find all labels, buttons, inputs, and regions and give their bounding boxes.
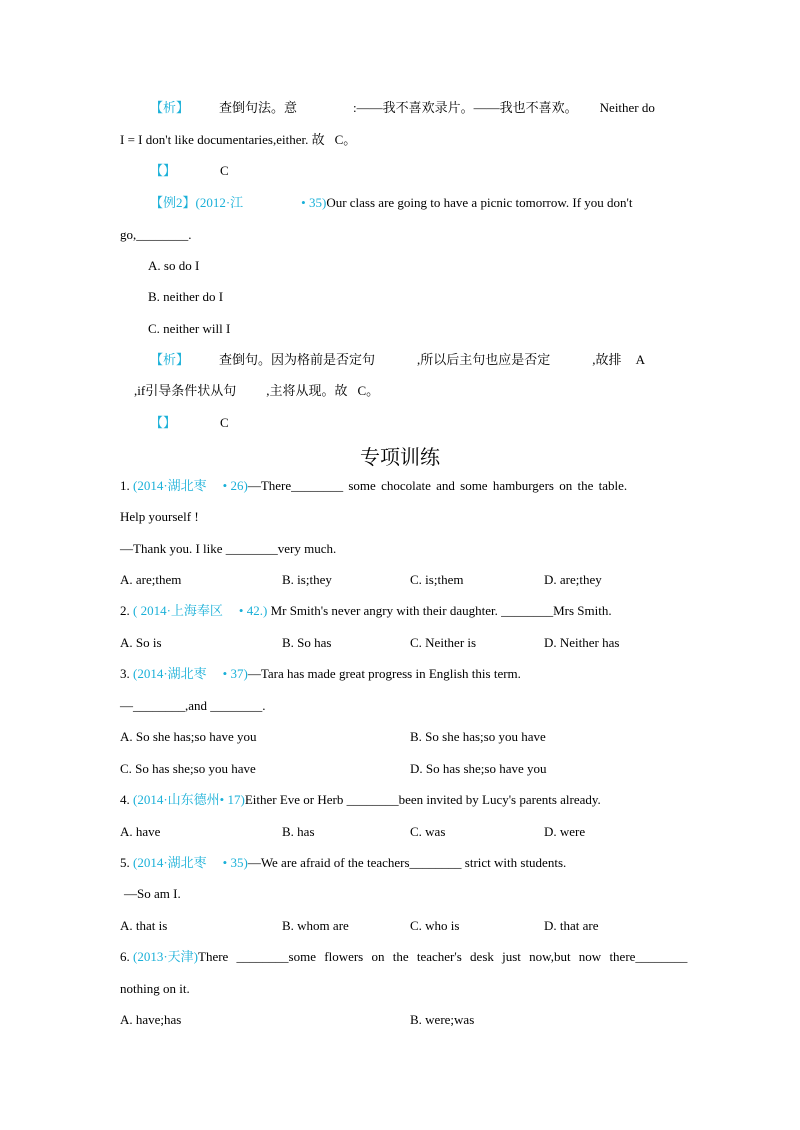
question-source-tail: • 26) <box>222 478 248 493</box>
q2-line <box>120 602 612 620</box>
question-text: Our class are going to have a picnic tomorrow. If you don't <box>326 195 633 210</box>
question-source-tail: • 17) <box>219 792 245 807</box>
option-d: D. So has she;so have you <box>410 761 547 776</box>
analysis-text: ,主将从现。故 <box>266 383 348 398</box>
example-label-tail: • 35) <box>301 195 327 210</box>
analysis-text: ,if引导条件状从句 <box>134 383 237 398</box>
question-source: ( 2014·上海奉区 <box>133 603 223 618</box>
question-text: Mr Smith's never angry with their daughter. ________Mrs Smith. <box>270 603 612 618</box>
analysis-text: A <box>635 352 645 367</box>
question-number: 6. <box>120 949 130 964</box>
option-c: C. So has she;so you have <box>120 761 256 776</box>
q1-line <box>120 477 627 495</box>
option-a: A. So she has;so have you <box>120 729 257 744</box>
option-b: B. is;they <box>282 572 332 587</box>
option-b: B. were;was <box>410 1012 475 1027</box>
option-c: C. was <box>410 824 446 839</box>
question-text-cont: Help yourself ! <box>120 509 199 524</box>
example2-question-line <box>150 194 633 212</box>
example1-analysis-line <box>150 99 655 117</box>
question-text-line2: —________,and ________. <box>120 698 266 713</box>
question-text: Either Eve or Herb ________been invited by Lucy's parents already. <box>244 792 601 807</box>
question-source: (2014·山东德州 <box>133 792 220 807</box>
option-d: D. that are <box>544 918 599 933</box>
option-a: A. that is <box>120 918 168 933</box>
option-b: B. whom are <box>282 918 349 933</box>
option-c: C. who is <box>410 918 460 933</box>
answer-value: C <box>220 415 229 430</box>
question-text-cont: nothing on it. <box>120 981 190 996</box>
analysis-text: 查倒句法。意 <box>219 100 298 115</box>
option-d: D. Neither has <box>544 635 620 650</box>
question-number: 3. <box>120 666 130 681</box>
question-number: 2. <box>120 603 130 618</box>
answer-tag: 【】 <box>150 163 177 178</box>
option-a: A. are;them <box>120 572 182 587</box>
question-source: (2014·湖北枣 <box>133 855 207 870</box>
question-text: There ________some flowers on the teacher's desk just now,but now there________ <box>198 949 688 964</box>
example-label: 【例2】(2012·江 <box>150 195 244 210</box>
example1-analysis-cont <box>120 131 356 149</box>
question-source: (2013·天津) <box>133 949 198 964</box>
option-a: A. So is <box>120 635 162 650</box>
option-c: C. Neither is <box>410 635 477 650</box>
question-text: —There________ some chocolate and some hamburgers on the table. <box>247 478 628 493</box>
question-source: (2014·湖北枣 <box>133 478 207 493</box>
question-source-tail: • 42.) <box>238 603 268 618</box>
option-b: B. So she has;so you have <box>410 729 546 744</box>
question-source: (2014·湖北枣 <box>133 666 207 681</box>
analysis-tag: 【析】 <box>150 100 190 115</box>
analysis-text: ,所以后主句也应是否定 <box>417 352 551 367</box>
question-text-line2: —So am I. <box>124 886 181 901</box>
example2-answer-line <box>150 414 229 432</box>
question-number: 4. <box>120 792 130 807</box>
analysis-text: I = I don't like documentaries,either. 故 <box>120 132 325 147</box>
analysis-text: C。 <box>357 383 380 398</box>
q3-line <box>120 665 521 683</box>
question-text: —We are afraid of the teachers________ strict with students. <box>247 855 567 870</box>
question-text: —Tara has made great progress in English this term. <box>247 666 521 681</box>
option-a: A. have <box>120 824 161 839</box>
option-c: C. is;them <box>410 572 464 587</box>
answer-value: C <box>220 163 229 178</box>
analysis-tag: 【析】 <box>150 352 190 367</box>
q6-line <box>120 948 687 966</box>
question-number: 5. <box>120 855 130 870</box>
question-source-tail: • 35) <box>222 855 248 870</box>
option-b: B. So has <box>282 635 332 650</box>
option-d: D. are;they <box>544 572 602 587</box>
analysis-text: :——我不喜欢录片。——我也不喜欢。 <box>353 100 578 115</box>
q4-line <box>120 791 601 809</box>
option-b: B. neither do I <box>148 289 224 304</box>
option-c: C. neither will I <box>148 321 231 336</box>
analysis-text: C。 <box>334 132 357 147</box>
q5-line <box>120 854 566 872</box>
question-text-line2: —Thank you. I like ________very much. <box>120 541 337 556</box>
analysis-text: ,故排 <box>592 352 622 367</box>
example2-analysis-cont <box>134 382 379 400</box>
analysis-text: Neither do <box>599 100 655 115</box>
example1-answer-line <box>150 162 229 180</box>
analysis-text: 查倒句。因为格前是否定句 <box>219 352 376 367</box>
question-source-tail: • 37) <box>222 666 248 681</box>
option-a: A. so do I <box>148 258 200 273</box>
question-text-cont: go,________. <box>120 227 192 242</box>
section-title: 专项训练 <box>360 445 440 469</box>
answer-tag: 【】 <box>150 415 177 430</box>
option-d: D. were <box>544 824 586 839</box>
option-b: B. has <box>282 824 315 839</box>
example2-analysis-line <box>150 351 645 369</box>
question-number: 1. <box>120 478 130 493</box>
option-a: A. have;has <box>120 1012 182 1027</box>
